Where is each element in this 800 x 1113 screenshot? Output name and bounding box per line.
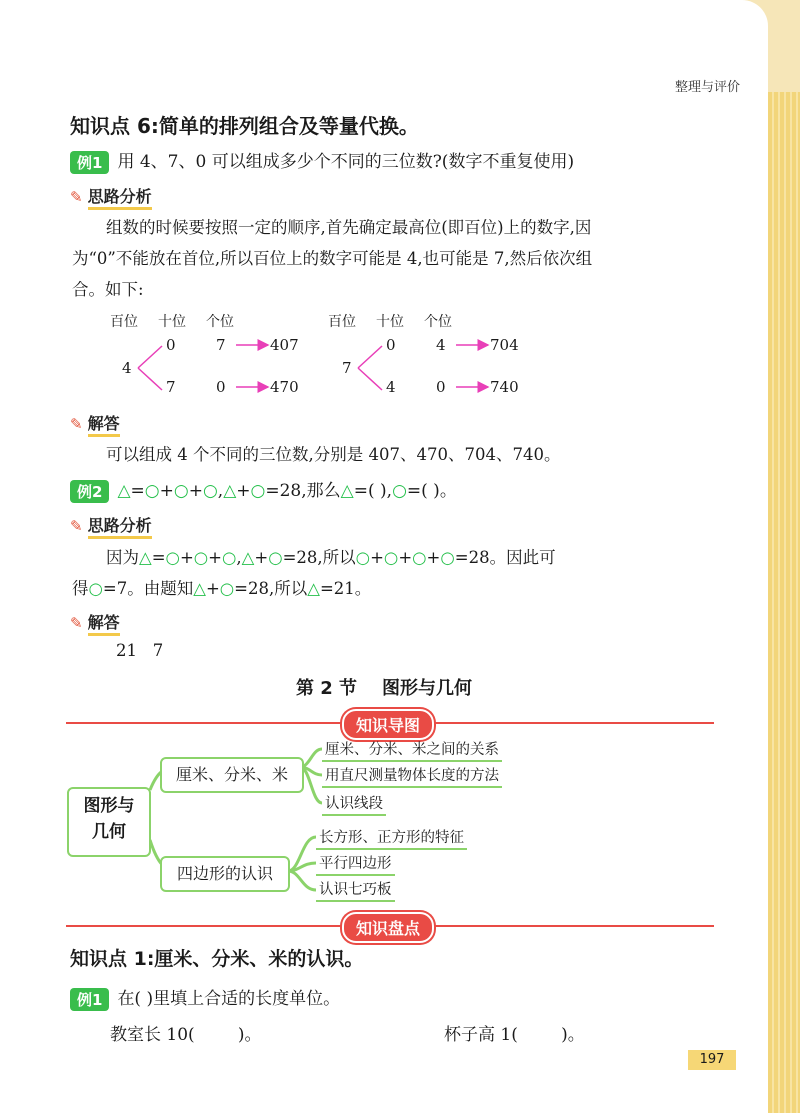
- tree-right-header-ones: 个位: [424, 314, 452, 330]
- blank-paren: =( ),: [353, 481, 393, 501]
- example-2-question-line: [70, 476, 457, 503]
- tree-left-branches: [138, 346, 162, 390]
- mindmap-leaf-line-segments: 认识线段: [322, 792, 386, 816]
- kp1-item-classroom: 教室长 10( )。: [110, 1025, 262, 1045]
- section-header: 整理与评价: [674, 80, 740, 95]
- circle-icon: ○: [355, 548, 371, 567]
- tree-right-row1-result: 704: [490, 336, 519, 354]
- triangle-icon: △: [223, 481, 237, 501]
- text: =21。: [319, 579, 372, 598]
- equals-sign: =: [130, 481, 145, 501]
- page-number: 197: [688, 1050, 736, 1070]
- tree-right-row1-ones: 4: [436, 336, 446, 354]
- text: 得: [72, 579, 89, 598]
- example-badge: 例1: [70, 988, 109, 1011]
- analysis-header-1: [70, 184, 152, 210]
- circle-icon: ○: [88, 579, 103, 598]
- plus-sign: +: [370, 548, 384, 567]
- answer-header-2: [70, 610, 120, 636]
- text: =28,所以: [234, 579, 308, 598]
- text: 因为: [106, 548, 139, 567]
- mindmap-branch-length-units: 厘米、分米、米: [160, 757, 304, 793]
- mindmap-leaf-parallelogram: 平行四边形: [316, 852, 395, 876]
- text: =28,所以: [282, 548, 356, 567]
- plus-sign: +: [208, 548, 222, 567]
- tree-left-row1-tens: 0: [166, 336, 176, 354]
- tree-left-row2-result: 470: [270, 378, 299, 396]
- analysis-label: 思路分析: [88, 513, 152, 539]
- circle-icon: ○: [144, 481, 160, 501]
- example-badge: 例2: [70, 480, 109, 503]
- circle-icon: ○: [392, 481, 407, 501]
- plus-sign: +: [179, 548, 194, 567]
- plus-sign: +: [426, 548, 441, 567]
- mindmap-root: 图形与 几何: [67, 787, 151, 857]
- analysis-header-2: [70, 513, 152, 539]
- comma: ,: [217, 481, 224, 501]
- combination-tree-diagrams: [100, 310, 560, 405]
- tree-right-row2-ones: 0: [436, 378, 446, 396]
- tree-left-header-hundreds: 百位: [110, 314, 138, 330]
- triangle-icon: △: [139, 548, 152, 567]
- comma: ,: [236, 548, 242, 567]
- circle-icon: ○: [222, 548, 237, 567]
- circle-icon: ○: [268, 548, 283, 567]
- example-badge: 例1: [70, 151, 109, 174]
- tree-left-row2-ones: 0: [216, 378, 226, 396]
- plus-sign: +: [254, 548, 269, 567]
- tree-left-hundreds: 4: [122, 359, 132, 377]
- analysis-paragraph-2: [72, 243, 732, 305]
- plus-sign: +: [159, 481, 174, 501]
- plus-sign: +: [188, 481, 203, 501]
- tree-left-row1-ones: 7: [216, 336, 226, 354]
- tree-right-header-hundreds: 百位: [328, 314, 356, 330]
- text: =7。由题知: [102, 579, 194, 598]
- analysis-2-line-1: [106, 544, 556, 568]
- text: =28。因此可: [454, 548, 556, 567]
- answer-1-text: 可以组成 4 个不同的三位数,分别是 407、470、704、740。: [106, 445, 561, 464]
- tree-right-header-tens: 十位: [376, 314, 404, 330]
- circle-icon: ○: [165, 548, 180, 567]
- section-2-title: 第 2 节 图形与几何: [295, 678, 473, 699]
- kp1-example-1-question-line: [70, 984, 340, 1011]
- mindmap-leaf-rectangle-square: 长方形、正方形的特征: [316, 826, 467, 850]
- tree-right-hundreds: 7: [342, 359, 352, 377]
- mindmap-leaf-tangram: 认识七巧板: [316, 878, 395, 902]
- mindmap-leaf-unit-relations: 厘米、分米、米之间的关系: [322, 738, 502, 762]
- analysis-label: 思路分析: [88, 184, 152, 210]
- triangle-icon: △: [241, 548, 255, 567]
- page-edge-decoration: [768, 92, 800, 1113]
- blank-paren: =( )。: [406, 481, 457, 501]
- circle-icon: ○: [250, 481, 266, 501]
- tree-right-row1-tens: 0: [386, 336, 396, 354]
- plus-sign: +: [236, 481, 251, 501]
- triangle-icon: △: [307, 579, 320, 598]
- tree-left-header-tens: 十位: [158, 314, 186, 330]
- triangle-icon: △: [117, 481, 131, 501]
- circle-icon: ○: [383, 548, 399, 567]
- knowledge-point-1-title: 知识点 1:厘米、分米、米的认识。: [70, 948, 364, 970]
- tree-left-row1-result: 407: [270, 336, 299, 354]
- mindmap-branch-quadrilaterals: 四边形的认识: [160, 856, 290, 892]
- triangle-icon: △: [193, 579, 206, 598]
- analysis-2-line-2: [72, 575, 371, 599]
- tree-left-row2-tens: 7: [166, 378, 176, 396]
- kp1-item-cup: 杯子高 1( )。: [444, 1025, 585, 1045]
- tree-left-header-ones: 个位: [206, 314, 234, 330]
- analysis-line-3: 合。如下:: [72, 280, 144, 299]
- analysis-paragraph-1: [72, 212, 732, 243]
- example-1-question-line: [70, 147, 574, 174]
- analysis-line-2: 为“0”不能放在首位,所以百位上的数字可能是 4,也可能是 7,然后依次组: [72, 249, 593, 268]
- answer-2-text: 21 7: [116, 641, 164, 660]
- tree-right-row2-tens: 4: [386, 378, 396, 396]
- tree-right-branches: [358, 346, 382, 390]
- answer-label: 解答: [88, 411, 120, 437]
- tree-right-row2-result: 740: [490, 378, 519, 396]
- pencil-icon: ✎: [70, 188, 83, 206]
- answer-header-1: [70, 411, 120, 437]
- equation-text: =28,那么: [265, 481, 341, 501]
- example-1-question: 用 4、7、0 可以组成多少个不同的三位数?(数字不重复使用): [117, 152, 575, 172]
- triangle-icon: △: [340, 481, 354, 501]
- circle-icon: ○: [440, 548, 455, 567]
- plus-sign: +: [205, 579, 220, 598]
- circle-icon: ○: [219, 579, 235, 598]
- knowledge-review-banner: 知识盘点: [342, 912, 434, 943]
- kp1-example-1-question: 在( )里填上合适的长度单位。: [117, 989, 341, 1009]
- knowledge-point-6-title: 知识点 6:简单的排列组合及等量代换。: [70, 114, 419, 138]
- plus-sign: +: [398, 548, 413, 567]
- circle-icon: ○: [193, 548, 209, 567]
- equals-sign: =: [151, 548, 166, 567]
- knowledge-map-banner: 知识导图: [342, 709, 434, 740]
- pencil-icon: ✎: [70, 415, 83, 433]
- mindmap-leaf-ruler-measuring: 用直尺测量物体长度的方法: [322, 764, 502, 788]
- pencil-icon: ✎: [70, 614, 83, 632]
- answer-label: 解答: [88, 610, 120, 636]
- circle-icon: ○: [412, 548, 427, 567]
- analysis-line-1: 组数的时候要按照一定的顺序,首先确定最高位(即百位)上的数字,因: [106, 218, 592, 237]
- circle-icon: ○: [202, 481, 218, 501]
- pencil-icon: ✎: [70, 517, 83, 535]
- circle-icon: ○: [173, 481, 189, 501]
